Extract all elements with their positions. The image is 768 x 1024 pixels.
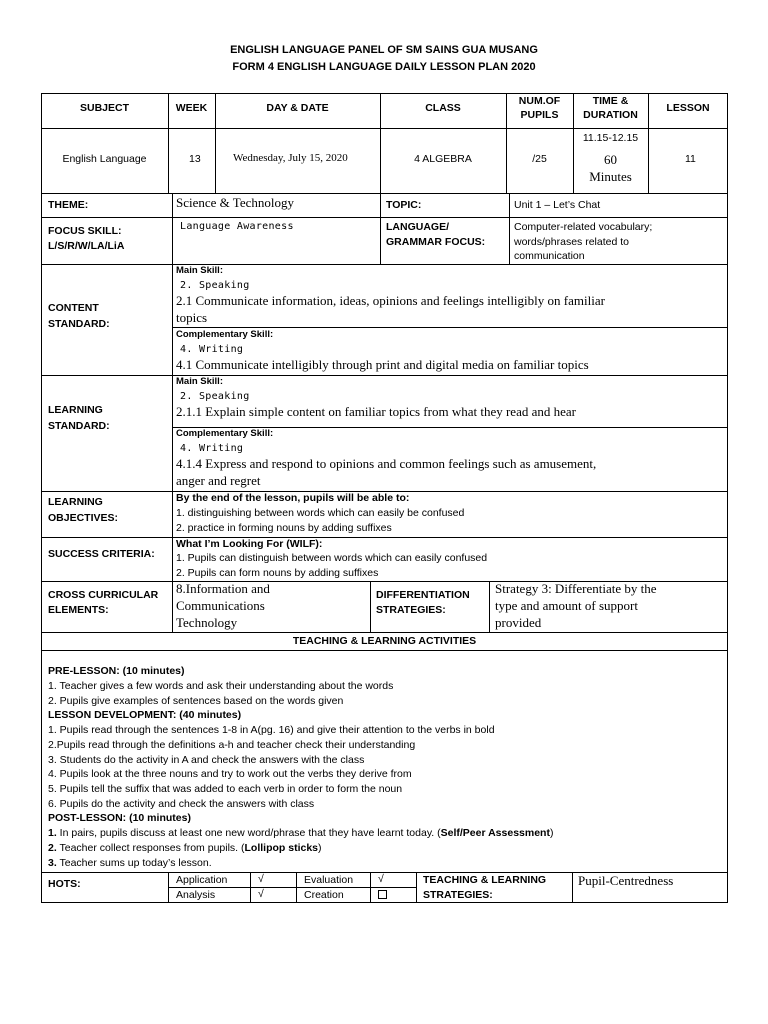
day-date-header: DAY & DATE [266,102,329,114]
strategy-tag: Lollipop sticks [244,842,319,854]
lesson-value: 11 [685,153,696,165]
ls-comp-text-2: anger and regret [176,473,261,488]
creation-checkbox[interactable] [378,890,387,899]
post-item-end: ) [549,827,554,839]
pre-lesson-item: 1. Teacher gives a few words and ask their understanding about the words [48,680,394,692]
post-item-end: ) [318,842,322,854]
hots-analysis: Analysis [176,889,216,901]
time-header: TIME & [592,95,629,107]
objectives-label: LEARNING [48,496,103,508]
pre-lesson-label: PRE-LESSON: (10 minutes) [48,665,185,677]
focus-skill-value: Language Awareness [180,221,294,232]
topic-label: TOPIC: [386,199,422,211]
analysis-check: √ [258,888,264,900]
duration-header: DURATION [583,109,638,121]
num-pupils-header: NUM.OF [518,95,561,107]
ls-comp-skill: 4. Writing [180,443,244,454]
content-standard-label: CONTENT [48,302,99,314]
cross-curricular-label: CROSS CURRICULAR [48,589,159,601]
cross-curricular-label-2: ELEMENTS: [48,604,109,616]
ls-main-text: 2.1.1 Explain simple content on familiar topics from what they read and hear [176,404,576,419]
development-item: 3. Students do the activity in A and check the answers with the class [48,754,365,766]
cs-main-skill: 2. Speaking [180,280,250,291]
differentiation-value-2: type and amount of support [495,598,638,613]
differentiation-value-3: provided [495,615,542,630]
cross-curricular-value-2: Communications [176,598,265,613]
num-pupils-value: /25 [532,153,547,165]
ls-comp-skill-label: Complementary Skill: [176,428,274,439]
objective-item: 2. practice in forming nouns by adding suffixes [176,522,392,534]
language-focus-line: Computer-related vocabulary; [514,221,653,233]
hots-label: HOTS: [48,878,81,890]
assessment-tag: Self/Peer Assessment [440,827,550,839]
ls-main-skill-label: Main Skill: [176,376,223,387]
date-value: Wednesday, July 15, 2020 [233,152,348,164]
post-item-text: Teacher collect responses from pupils. ( [56,842,245,854]
post-item-number: 3. [48,857,57,869]
language-focus-line: words/phrases related to [514,236,629,248]
hots-creation: Creation [304,889,344,901]
focus-skill-codes: L/S/R/W/LA/LiA [48,240,125,252]
subject-header: SUBJECT [79,102,129,114]
post-lesson-item [48,857,212,869]
tl-strategies-label: TEACHING & LEARNING [423,874,547,886]
activities-heading: TEACHING & LEARNING ACTIVITIES [292,635,477,647]
post-item-number: 1. [48,827,57,839]
theme-value: Science & Technology [176,195,294,210]
cs-comp-skill-label: Complementary Skill: [176,329,274,340]
subject-value: English Language [62,153,147,165]
ls-main-skill: 2. Speaking [180,391,250,402]
success-intro: What I’m Looking For (WILF): [176,538,323,550]
differentiation-label: DIFFERENTIATION [376,589,470,601]
class-value: 4 ALGEBRA [414,153,472,165]
focus-skill-label: FOCUS SKILL: [48,225,122,237]
lesson-header: LESSON [666,102,710,114]
differentiation-value: Strategy 3: Differentiate by the [495,581,657,596]
cs-main-skill-label: Main Skill: [176,265,223,276]
post-lesson-item [48,827,553,839]
tl-strategies-value: Pupil-Centredness [578,873,674,888]
grammar-focus-label: GRAMMAR FOCUS: [386,236,486,248]
hots-evaluation: Evaluation [304,874,354,886]
content-standard-label-2: STANDARD: [48,318,110,330]
success-criteria-label: SUCCESS CRITERIA: [48,548,155,560]
cross-curricular-value: 8.Information and [176,581,270,596]
development-item: 2.Pupils read through the definitions a-h and teacher check their understanding [48,739,416,751]
week-header: WEEK [175,102,208,114]
post-item-text: In pairs, pupils discuss at least one new word/phrase that they have learnt today. ( [56,827,441,839]
pre-lesson-item: 2. Pupils give examples of sentences based on the words given [48,695,344,707]
time-value: 11.15-12.15 [582,132,639,144]
ls-comp-text: 4.1.4 Express and respond to opinions and common feelings such as amusement, [176,456,597,471]
objectives-intro: By the end of the lesson, pupils will be able to: [176,492,410,504]
panel-title: ENGLISH LANGUAGE PANEL OF SM SAINS GUA MUSANG [230,44,538,56]
hots-application: Application [176,874,228,886]
development-item: 5. Pupils tell the suffix that was added to each verb in order to form the noun [48,783,403,795]
cs-main-text-2: topics [176,310,208,325]
objective-item: 1. distinguishing between words which can easily be confused [176,507,465,519]
learning-standard-label: LEARNING [48,404,103,416]
post-item-number: 2. [48,842,57,854]
plan-title: FORM 4 ENGLISH LANGUAGE DAILY LESSON PLAN 2020 [232,61,536,73]
evaluation-check: √ [378,873,384,885]
language-focus-line: communication [514,250,585,262]
post-item-text: Teacher sums up today’s lesson. [56,857,212,869]
development-label: LESSON DEVELOPMENT: (40 minutes) [48,709,242,721]
cs-comp-skill: 4. Writing [180,344,244,355]
class-header: CLASS [425,102,461,114]
theme-label: THEME: [48,199,89,211]
cross-curricular-value-3: Technology [176,615,238,630]
differentiation-label-2: STRATEGIES: [376,604,446,616]
development-item: 4. Pupils look at the three nouns and try to work out the verbs they derive from [48,768,412,780]
post-lesson-label: POST-LESSON: (10 minutes) [48,812,191,824]
cs-main-text: 2.1 Communicate information, ideas, opinions and feelings intelligibly on familiar [176,293,605,308]
development-item: 6. Pupils do the activity and check the answers with class [48,798,315,810]
objectives-label-2: OBJECTIVES: [48,512,119,524]
application-check: √ [258,873,264,885]
success-item: 1. Pupils can distinguish between words which can easily confused [176,552,488,564]
learning-standard-label-2: STANDARD: [48,420,110,432]
topic-value: Unit 1 – Let’s Chat [514,199,601,211]
duration-value: 60 [604,152,617,167]
success-item: 2. Pupils can form nouns by adding suffixes [176,567,379,579]
duration-unit: Minutes [589,169,632,184]
development-item: 1. Pupils read through the sentences 1-8 in A(pg. 16) and give their attention to the verbs in bold [48,724,495,736]
cs-comp-text: 4.1 Communicate intelligibly through print and digital media on familiar topics [176,357,589,372]
num-pupils-header-2: PUPILS [520,109,559,121]
tl-strategies-label-2: STRATEGIES: [423,889,493,901]
language-focus-label: LANGUAGE/ [386,221,449,233]
post-lesson-item [48,842,322,854]
week-value: 13 [189,153,201,165]
